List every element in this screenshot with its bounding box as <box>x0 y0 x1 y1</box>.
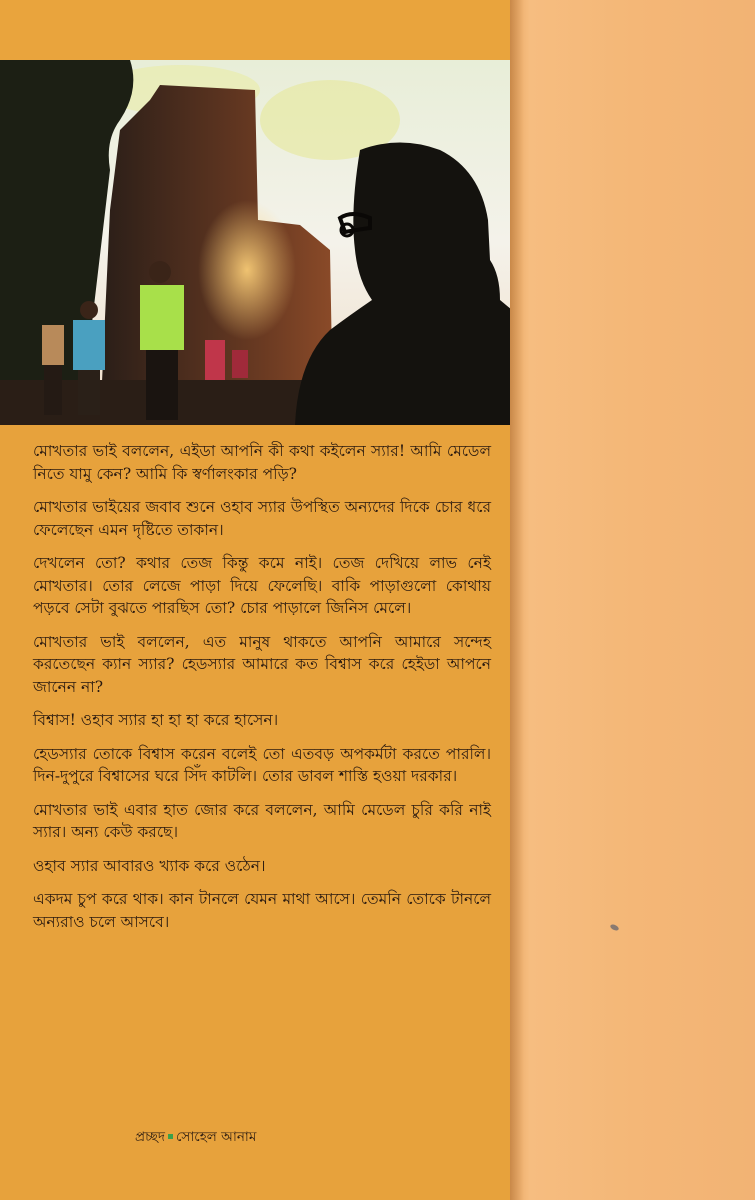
paragraph: মোখতার ভাই বললেন, এত মানুষ থাকতে আপনি আমারে সন্দেহ করতেছেন ক্যান স্যার? হেডস্যার আমারে কত বিশ্বাস করে হেইডা আপনে জানেন না? <box>33 632 491 696</box>
paragraph: বিশ্বাস! ওহাব স্যার হা হা হা করে হাসেন। <box>33 711 279 729</box>
paragraph: মোখতার ভাই এবার হাত জোর করে বললেন, আমি মেডেল চুরি করি নাই স্যার। অন্য কেউ করছে। <box>33 800 491 841</box>
inner-flap <box>510 0 755 1200</box>
speck-mark <box>609 923 619 931</box>
credit-name: সোহেল আনাম <box>175 1129 257 1145</box>
flap-crease <box>510 0 524 1200</box>
separator-square-icon <box>168 1134 173 1139</box>
paragraph: ওহাব স্যার আবারও খ্যাক করে ওঠেন। <box>33 856 266 875</box>
paragraph: একদম চুপ করে থাক। কান টানলে যেমন মাথা আসে। তেমনি তোকে টানলে অন্যরাও চলে আসবে। <box>33 890 491 931</box>
cover-credit <box>135 1126 256 1149</box>
paragraph: হেডস্যার তোকে বিশ্বাস করেন বলেই তো এতবড় অপকর্মটা করতে পারলি। দিন-দুপুরে বিশ্বাসের ঘরে সিঁদ কাটলি। তোর ডাবল শাস্তি হওয়া দরকার। <box>33 744 491 785</box>
excerpt-text <box>33 440 491 944</box>
paragraph: দেখলেন তো? কথার তেজ কিন্তু কমে নাই। তেজ দেখিয়ে লাভ নেই মোখতার। তোর লেজে পাড়া দিয়ে ফেলেছি। বাকি পাড়াগুলো কোথায় পড়বে সেটা বুঝতে পারছিস তো? চোর পাড়ালে জিনিস মেলে। <box>33 554 491 617</box>
paragraph: মোখতার ভাইয়ের জবাব শুনে ওহাব স্যার উপস্থিত অন্যদের দিকে চোর ধরে ফেলেছেন এমন দৃষ্টিতে তাকান। <box>33 498 491 539</box>
cover-photo <box>0 60 512 425</box>
top-band <box>0 0 510 60</box>
credit-label: প্রচ্ছদ <box>135 1129 165 1145</box>
paragraph: মোখতার ভাই বললেন, এইডা আপনি কী কথা কইলেন স্যার! আমি মেডেল নিতে যামু কেন? আমি কি স্বর্ণালংকার পড়ি? <box>33 442 491 483</box>
